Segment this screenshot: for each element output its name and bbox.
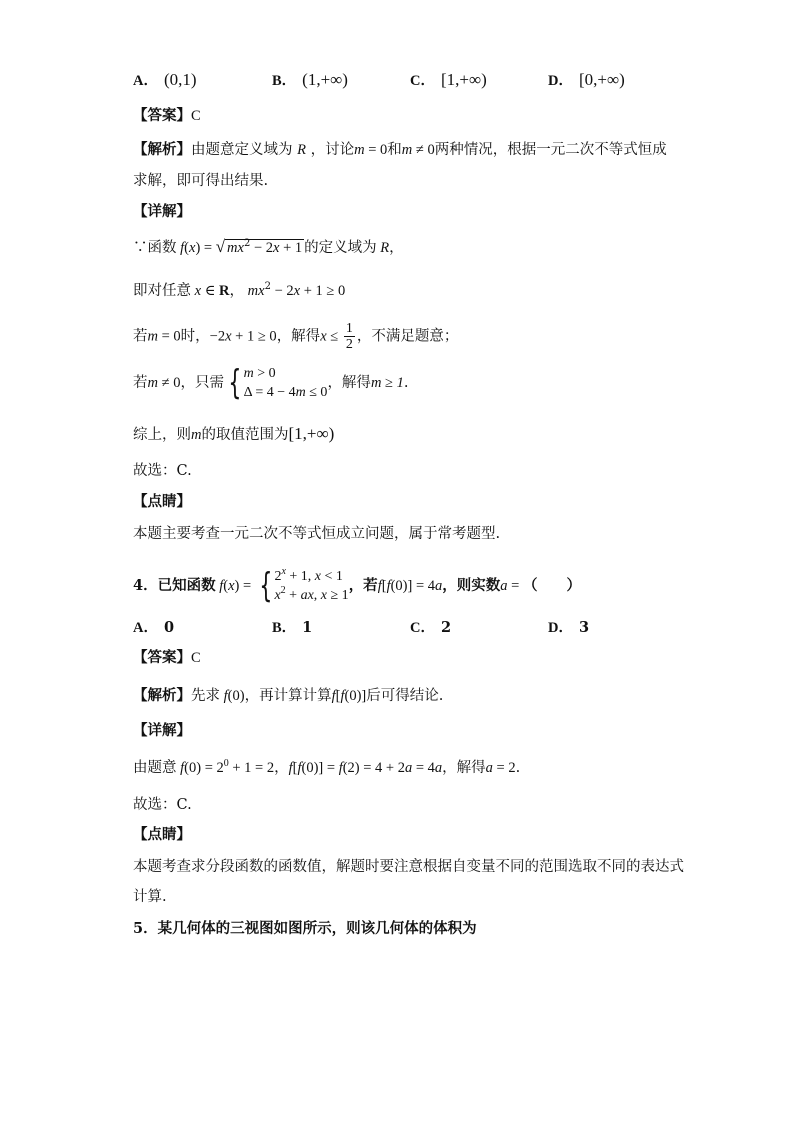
q4-comment-heading: 【点睛】: [133, 826, 191, 843]
q4-option-a: A． 0: [133, 619, 175, 636]
detail-line-1: ∵函数 f(x) = √ $mx^2 - 2x + 1$ 的定义域为 R，: [133, 237, 404, 256]
detail-line-5: 综上，则m的取值范围为[1,+∞): [133, 424, 335, 443]
question-4-stem: 4．已知函数 f(x) = { $2^x + 1$, x < 1 $x^2$ + ax, x ≥ 1，若f[f(0)] = 4a，则实数a = （ ）: [133, 566, 581, 606]
answer-line: 【答案】C: [133, 107, 201, 124]
q4-comment-line-2: 计算.: [133, 889, 167, 905]
detail-line-3: 若m = 0时，−2x + 1 ≥ 0，解得x ≤ $\frac{1}{2}$ ，不满足题意；: [133, 321, 459, 352]
comment-heading: 【点睛】: [133, 493, 191, 510]
detail-line-4: 若m ≠ 0，只需 { m > 0 Δ = 4 − 4m ≤ 0，解得m ≥ 1.: [133, 363, 409, 403]
q4-choose-line: 故选：C.: [133, 797, 192, 813]
option-c: C． [1,+∞): [410, 70, 487, 89]
option-d: D． [0,+∞): [548, 70, 625, 89]
detail-line-2: 即对任意 x ∈ R， $mx^2 - 2x + 1 \ge 0$: [133, 281, 346, 299]
q4-analysis-line: 【解析】先求 f(0)，再计算计算f[f(0)]后可得结论.: [133, 687, 444, 704]
option-b: B． (1,+∞): [272, 70, 348, 89]
q4-option-d: D． 3: [548, 619, 590, 636]
q4-option-c: C． 2: [410, 619, 452, 636]
q4-option-b: B． 1: [272, 619, 313, 636]
q4-detail-line: 由题意 $f(0) = 2^0 + 1 = 2$，f[f(0)] = f(2) = 4 + 2a = 4a，解得a = 2.: [133, 758, 521, 776]
analysis-line-2: 求解，即可得出结果.: [133, 173, 269, 189]
question-5-stem: 5．某几何体的三视图如图所示，则该几何体的体积为: [133, 920, 477, 937]
choose-line: 故选：C.: [133, 463, 192, 479]
analysis-line: 【解析】由题意定义域为 R ，讨论m = 0和m ≠ 0两种情况，根据一元二次不等式恒成: [133, 141, 667, 158]
option-a: A． (0,1): [133, 70, 197, 89]
q4-detail-heading: 【详解】: [133, 722, 191, 739]
detail-heading: 【详解】: [133, 203, 191, 220]
comment-line: 本题主要考查一元二次不等式恒成立问题，属于常考题型.: [133, 526, 501, 542]
q4-comment-line-1: 本题考查求分段函数的函数值，解题时要注意根据自变量不同的范围选取不同的表达式: [133, 859, 684, 875]
q4-answer-line: 【答案】C: [133, 649, 201, 666]
